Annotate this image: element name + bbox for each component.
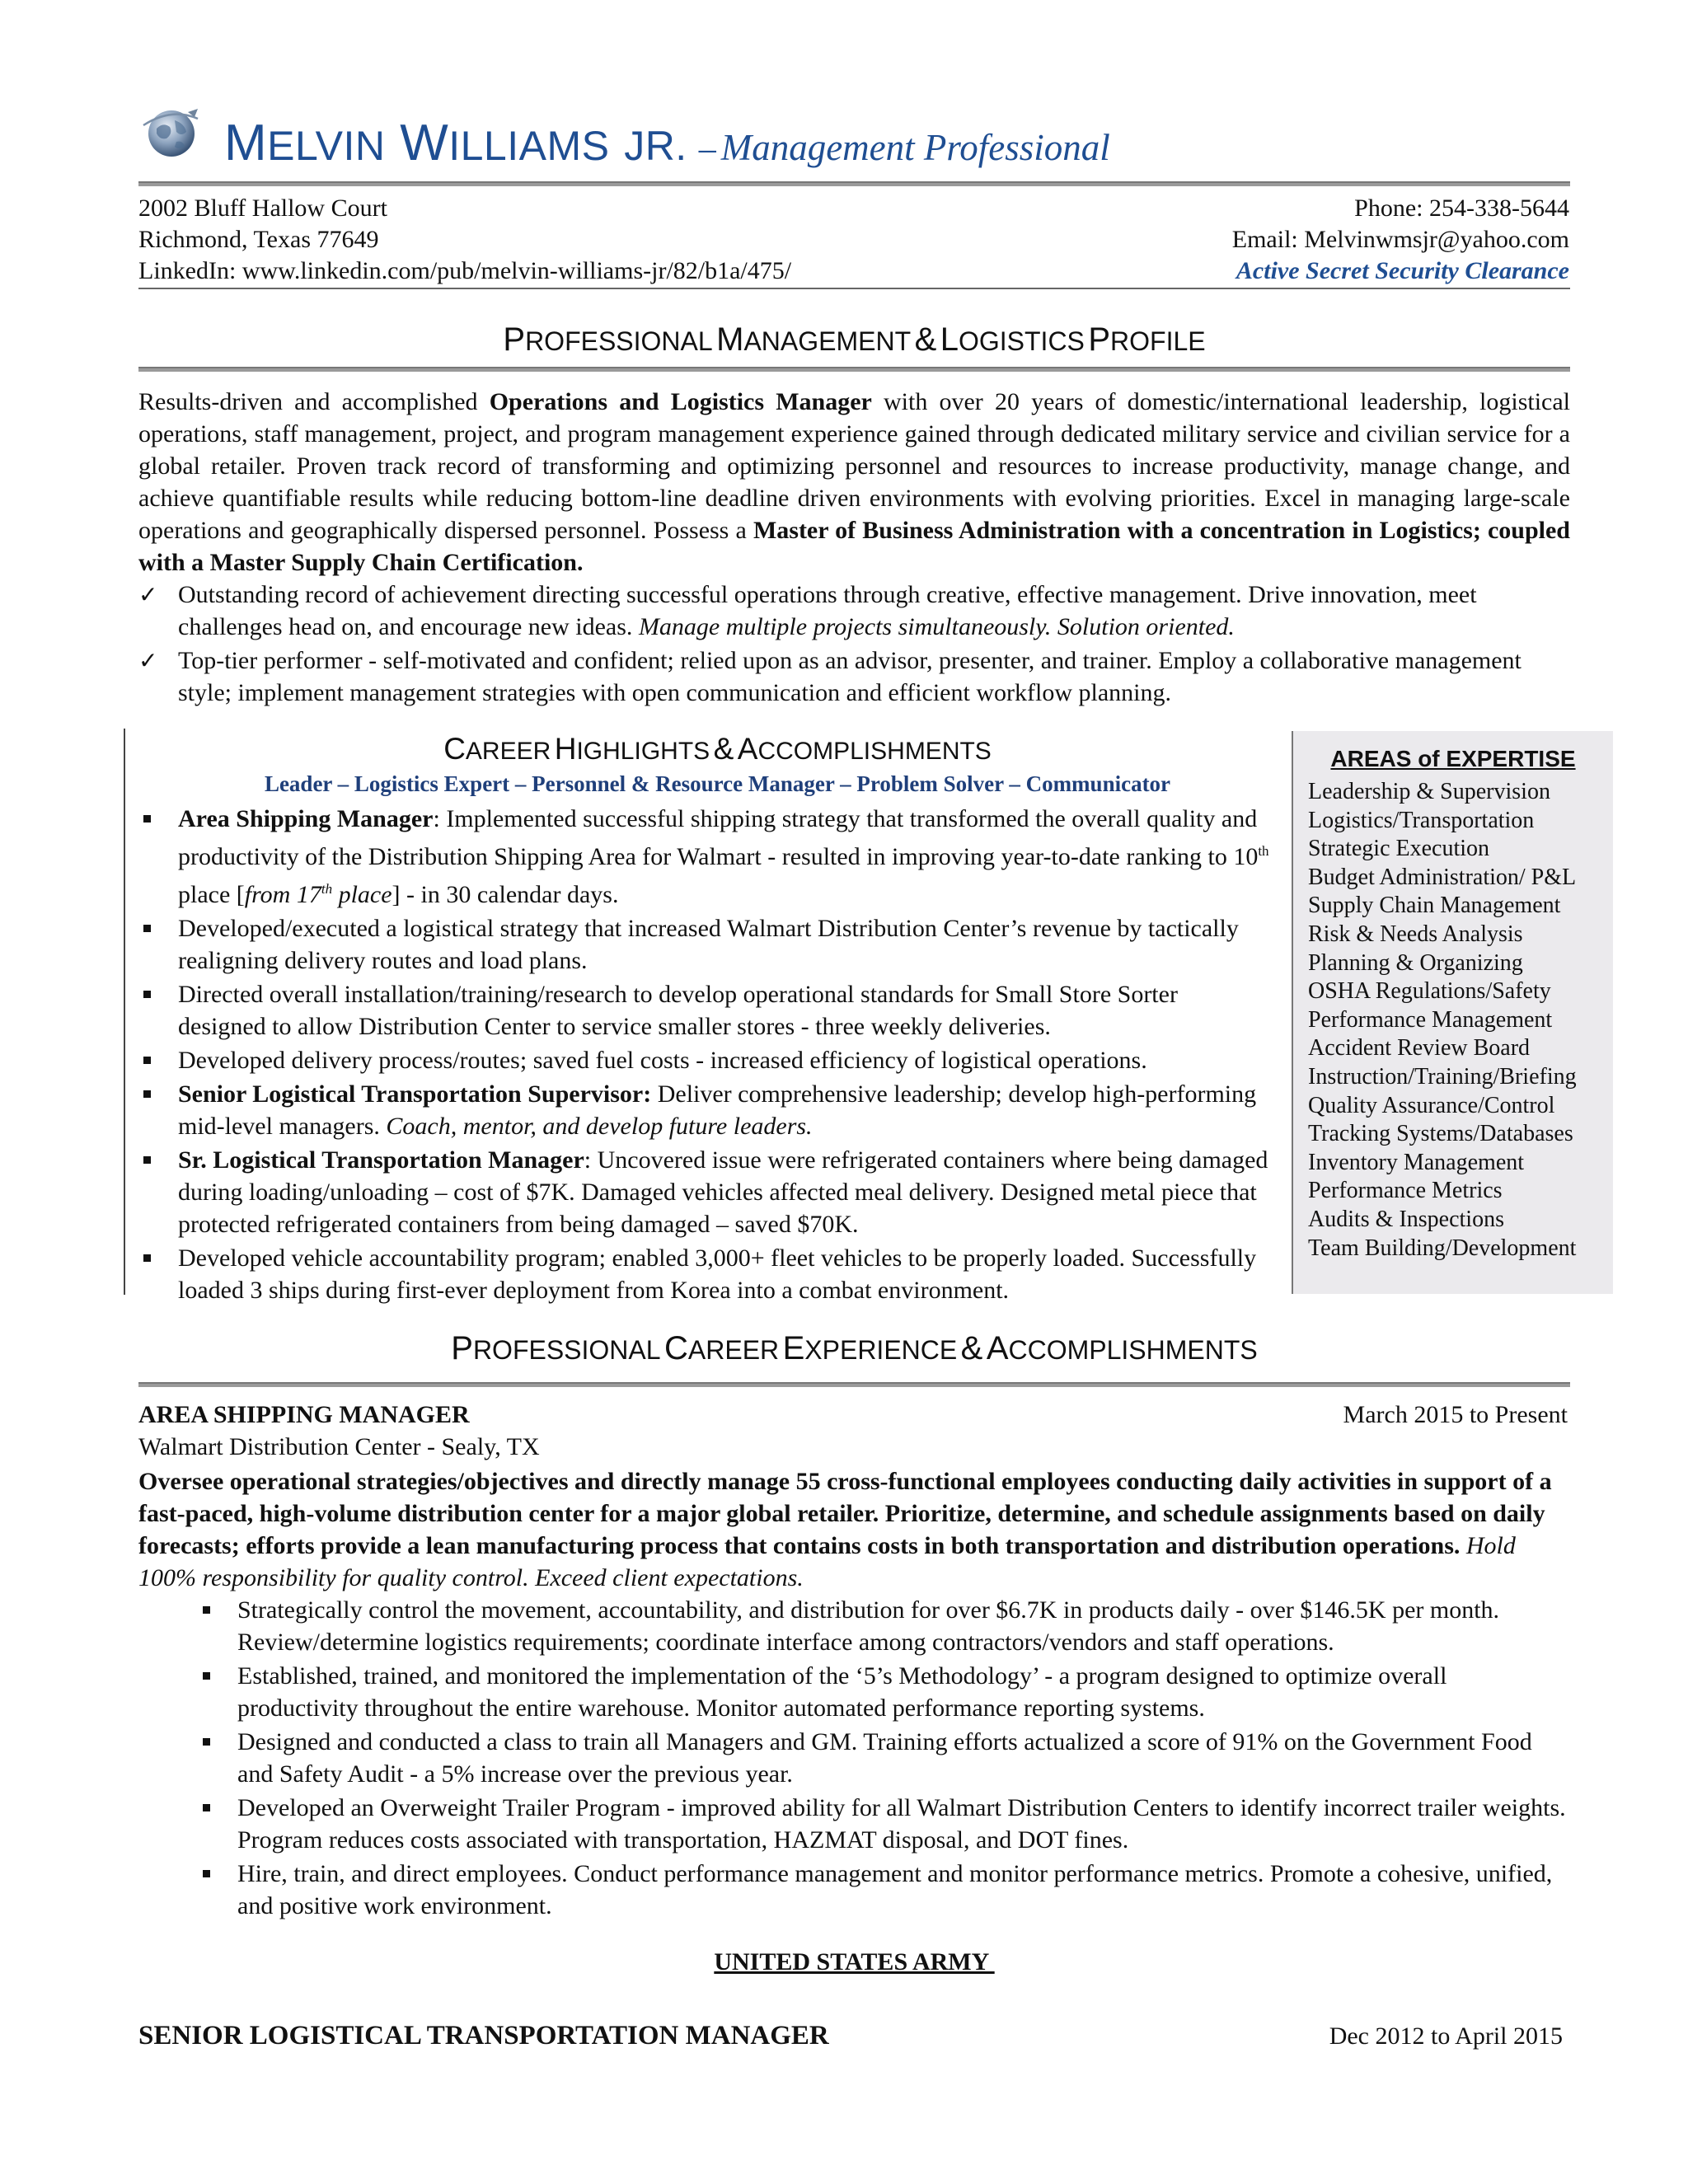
list-item: Strategically control the movement, accountability, and distribution for over $6.7K in products daily - over $146.5K per month. Review/determine logistics requirements; coordinate interface among contractors/vendors and staff operations. [198, 1594, 1573, 1658]
profile-summary: Results-driven and accomplished Operations and Logistics Manager with over 20 years of domestic/international leadership, logistical operations, staff management, project, and program management experience gained through dedicated military service and civilian service for a global retailer. Proven track record of transforming and optimizing personnel and resources to increase productivity, manage change, and achieve quantifiable results while reducing bottom-line deadline driven environments with evolving priorities. Excel in managing large-scale operations and geographically dispersed personnel. Possess a Master of Business Administration with a concentration in Logistics; coupled with a Master Supply Chain Certification. [138, 388, 1571, 576]
highlights-subtitle: Leader – Logistics Expert – Personnel & Resource Manager – Problem Solver – Communicator [264, 771, 1171, 796]
job-bullets [198, 1594, 1573, 1924]
list-item: Inventory Management [1308, 1149, 1525, 1175]
list-item: Tracking Systems/Databases [1308, 1121, 1573, 1147]
list-item: Logistics/Transportation [1308, 807, 1535, 833]
list-item: Supply Chain Management [1308, 893, 1561, 919]
list-item: Leadership & Supervision [1308, 779, 1550, 804]
list-item: Risk & Needs Analysis [1308, 921, 1523, 947]
email[interactable]: Email: Melvinwmsjr@yahoo.com [1231, 226, 1569, 253]
highlights-left-border [124, 729, 125, 1295]
check-icon: ✓ [138, 581, 158, 608]
profile-heading: PROFESSIONAL MANAGEMENT & LOGISTICS PROFILE [503, 321, 1206, 358]
list-item: Directed overall installation/training/research to develop operational standards for Small Store Sorter designed to allow Distribution Center to service smaller stores - three weekly deliveries. [138, 978, 1269, 1043]
header-divider [138, 181, 1570, 186]
bullet-icon [203, 1738, 210, 1746]
bullet-icon [143, 1156, 151, 1164]
bullet-icon [143, 1057, 151, 1064]
bullet-icon [143, 815, 151, 823]
bullet-icon [143, 1090, 151, 1098]
list-item: Developed vehicle accountability program; enabled 3,000+ fleet vehicles to be properly loaded. Successfully loaded 3 ships during first-ever deployment from Korea into a combat environment. [138, 1242, 1269, 1306]
globe-logo-icon [140, 101, 201, 162]
list-item: Hire, train, and direct employees. Conduct performance management and monitor performance metrics. Promote a cohesive, unified, and positive work environment. [198, 1858, 1573, 1922]
bullet-icon [143, 1254, 151, 1262]
list-item: ✓ Outstanding record of achievement directing successful operations through creative, effective management. Drive innovation, meet challenges head on, and encourage new ideas. Manage multiple projects simultaneously. Solution oriented. [138, 579, 1577, 643]
list-item: Established, trained, and monitored the implementation of the ‘5’s Methodology’ - a program designed to optimize overall productivity throughout the entire warehouse. Monitor automated performance reporting systems. [198, 1660, 1573, 1724]
job-organization: Walmart Distribution Center - Sealy, TX [138, 1433, 540, 1460]
experience-heading: PROFESSIONAL CAREER EXPERIENCE & ACCOMPLISHMENTS [451, 1330, 1258, 1366]
check-icon: ✓ [138, 647, 158, 674]
job-summary: Oversee operational strategies/objectives and directly manage 55 cross-functional employees conducting daily activities in support of a fast-paced, high-volume distribution center for a major global retailer. Prioritize, determine, and schedule assignments based on daily forecasts; efforts provide a lean manufacturing process that contains costs in both transportation and distribution operations. Hold 100% responsibility for quality control. Exceed client expectations. [138, 1468, 1552, 1591]
professional-title: Management Professional [720, 127, 1110, 168]
contact-details [1232, 193, 1569, 287]
list-item: Strategic Execution [1308, 836, 1490, 862]
list-item: Designed and conducted a class to train all Managers and GM. Training efforts actualized a score of 91% on the Government Food and Safety Audit - a 5% increase over the previous year. [198, 1726, 1573, 1790]
list-item: Developed delivery process/routes; saved fuel costs - increased efficiency of logistical operations. [138, 1044, 1269, 1076]
list-item: Developed/executed a logistical strategy that increased Walmart Distribution Center’s revenue by tactically realigning delivery routes and load plans. [138, 912, 1269, 977]
bullet-icon [203, 1804, 210, 1811]
expertise-list [1308, 778, 1577, 1263]
bullet-icon [203, 1870, 210, 1877]
expertise-title: AREAS of EXPERTISE [1330, 746, 1576, 771]
list-item: ✓ Top-tier performer - self-motivated and confident; relied upon as an advisor, presenter, and trainer. Employ a collaborative management style; implement management strategies with open communication and efficient workflow planning. [138, 644, 1577, 709]
list-item: Quality Assurance/Control [1308, 1092, 1555, 1118]
list-item: Team Building/Development [1308, 1235, 1577, 1261]
experience-divider [138, 1382, 1570, 1387]
highlights-heading: CAREER HIGHLIGHTS & ACCOMPLISHMENTS [443, 732, 992, 766]
contact-divider [138, 288, 1570, 289]
list-item: Performance Management [1308, 1006, 1553, 1033]
bullet-icon [203, 1672, 210, 1680]
profile-checklist [138, 579, 1577, 710]
name-header [224, 114, 1110, 172]
expertise-panel [1292, 731, 1613, 1294]
address-line-2: Richmond, Texas 77649 [138, 226, 379, 253]
list-item: Sr. Logistical Transportation Manager: Uncovered issue were refrigerated containers where being damaged during loading/unloading – cost of $7K. Damaged vehicles affected meal delivery. Designed metal piece that protected refrigerated containers from being damaged – saved $70K. [138, 1144, 1269, 1240]
contact-address [138, 193, 791, 287]
phone: Phone: 254-338-5644 [1354, 194, 1569, 222]
bullet-icon [143, 991, 151, 998]
candidate-name: MELVIN WILLIAMS JR. [224, 115, 687, 171]
list-item: Senior Logistical Transportation Supervisor: Deliver comprehensive leadership; develop high-performing mid-level managers. Coach, mentor, and develop future leaders. [138, 1078, 1269, 1142]
bullet-icon [203, 1606, 210, 1614]
job-dates-2: Dec 2012 to April 2015 [1329, 2022, 1563, 2050]
list-item: Accident Review Board [1308, 1035, 1531, 1062]
highlights-list [138, 803, 1269, 1308]
list-item: Instruction/Training/Briefing [1308, 1063, 1577, 1090]
job-title: AREA SHIPPING MANAGER [138, 1401, 470, 1428]
list-item: Area Shipping Manager: Implemented successful shipping strategy that transformed the overall quality and productivity of the Distribution Shipping Area for Walmart - resulted in improving year-to-date ranking to 10th place [from 17th place] - in 30 calendar days. [138, 803, 1269, 911]
list-item: Audits & Inspections [1308, 1206, 1504, 1232]
address-line-1: 2002 Bluff Hallow Court [138, 194, 387, 222]
job-dates: March 2015 to Present [1343, 1401, 1568, 1428]
linkedin-link[interactable]: LinkedIn: www.linkedin.com/pub/melvin-williams-jr/82/b1a/475/ [138, 257, 792, 284]
list-item: Planning & Organizing [1308, 949, 1523, 976]
profile-divider [138, 367, 1570, 372]
list-item: Budget Administration/ P&L [1308, 864, 1577, 890]
title-dash: – [698, 130, 716, 168]
list-item: Performance Metrics [1308, 1178, 1503, 1204]
list-item: OSHA Regulations/Safety [1308, 978, 1551, 1005]
clearance: Active Secret Security Clearance [1236, 257, 1569, 284]
job-title-2: SENIOR LOGISTICAL TRANSPORTATION MANAGER [138, 2021, 829, 2050]
army-heading: UNITED STATES ARMY [714, 1948, 995, 1975]
list-item: Developed an Overweight Trailer Program - improved ability for all Walmart Distribution Centers to identify incorrect trailer weights. Program reduces costs associated with transportation, HAZMAT disposal, and DOT fines. [198, 1792, 1573, 1856]
bullet-icon [143, 925, 151, 932]
